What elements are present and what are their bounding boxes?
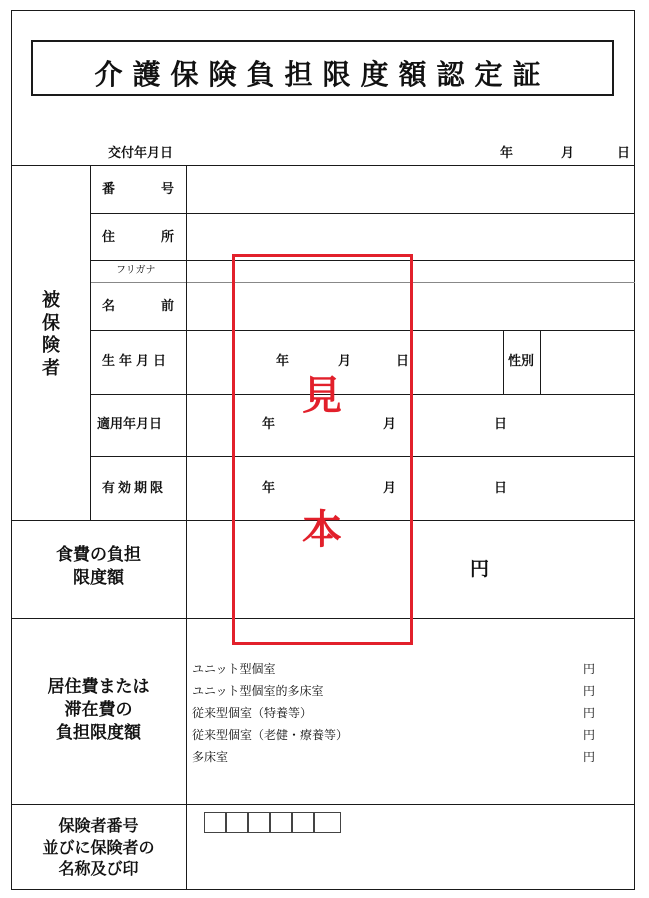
document-title: 介護保険負担限度額認定証 (94, 58, 551, 91)
sample-stamp-char: 見 (302, 373, 342, 419)
birth-year: 年 (276, 354, 290, 369)
residence-item-name: 従来型個室（特養等） (192, 706, 313, 720)
col-rule (186, 165, 187, 890)
sex-label: 性別 (508, 354, 535, 369)
expiry-label: 有効期限 (102, 481, 167, 496)
residence-item-unit: 円 (583, 706, 596, 720)
insurer-number-box (248, 812, 270, 833)
residence-item-name: ユニット型個室的多床室 (192, 684, 324, 698)
sample-stamp-frame (232, 254, 413, 645)
residence-item-unit: 円 (583, 684, 596, 698)
rule (90, 213, 635, 214)
issue-year: 年 (500, 146, 514, 161)
col-rule (90, 165, 91, 520)
residence-item-name: 多床室 (192, 750, 229, 764)
col-rule-sex (540, 330, 541, 394)
sample-stamp-char: 本 (302, 507, 342, 553)
birth-day: 日 (396, 354, 410, 369)
insurer-number-box (226, 812, 248, 833)
rule-top (11, 165, 635, 166)
title-box (31, 40, 614, 96)
insurer-number-box (314, 812, 341, 833)
name-label: 名 前 (102, 299, 174, 314)
birth-month: 月 (338, 354, 352, 369)
address-label: 住 所 (102, 230, 174, 245)
issue-month: 月 (561, 146, 575, 161)
issue-date-label: 交付年月日 (108, 146, 174, 161)
insured-label: 被 保 険 者 (42, 290, 60, 379)
col-rule-sex (503, 330, 504, 394)
issue-day: 日 (617, 146, 631, 161)
residence-item-name: 従来型個室（老健・療養等） (192, 728, 349, 742)
birth-label: 生年月日 (102, 354, 171, 369)
residence-limit-label: 居住費または 滞在費の 負担限度額 (47, 677, 150, 743)
insurer-number-box (292, 812, 314, 833)
number-label: 番 号 (102, 182, 174, 197)
residence-item-unit: 円 (583, 728, 596, 742)
furigana-label: フリガナ (116, 265, 156, 276)
expiry-day: 日 (494, 481, 508, 496)
residence-item-name: ユニット型個室 (192, 662, 276, 676)
apply-month: 月 (383, 417, 397, 432)
apply-label: 適用年月日 (97, 417, 163, 432)
apply-day: 日 (494, 417, 508, 432)
apply-year: 年 (262, 417, 276, 432)
expiry-month: 月 (383, 481, 397, 496)
insurer-label: 保険者番号 並びに保険者の 名称及び印 (42, 816, 155, 879)
insurer-number-box (204, 812, 226, 833)
food-unit: 円 (470, 558, 490, 580)
food-limit-label: 食費の負担 限度額 (56, 545, 141, 588)
rule (11, 804, 635, 805)
residence-item-unit: 円 (583, 662, 596, 676)
insurer-number-box (270, 812, 292, 833)
residence-item-unit: 円 (583, 750, 596, 764)
expiry-year: 年 (262, 481, 276, 496)
